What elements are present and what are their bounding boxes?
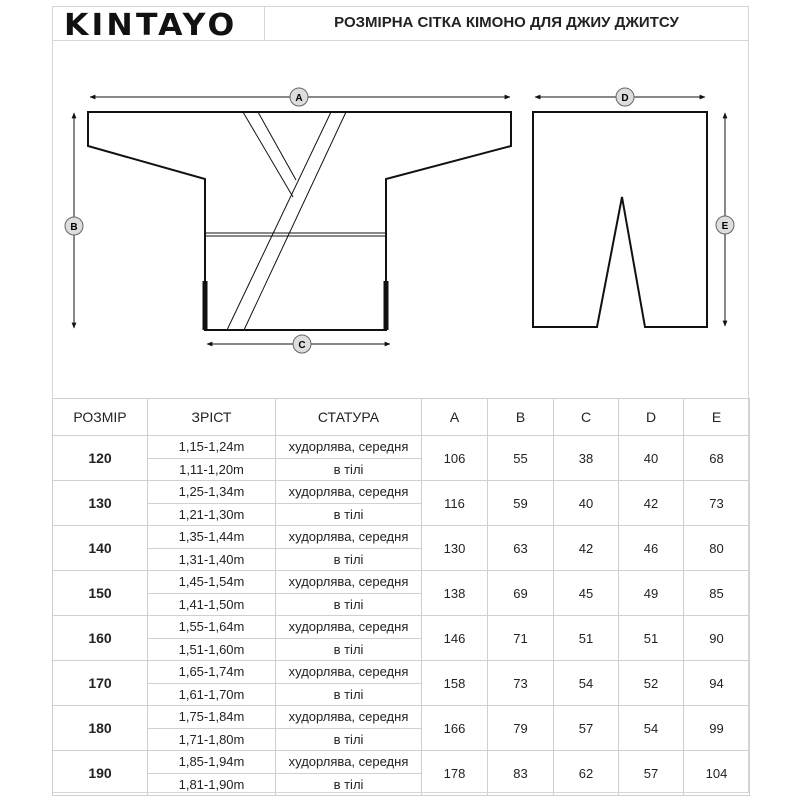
measure-b-cell: 63 bbox=[488, 526, 554, 571]
height-cell: 1,61-1,70m bbox=[148, 683, 276, 706]
table-row bbox=[53, 436, 750, 459]
build-cell: в тілі bbox=[276, 548, 422, 571]
build-cell: в тілі bbox=[276, 683, 422, 706]
label-c: C bbox=[298, 340, 306, 351]
height-cell: 1,55-1,64m bbox=[148, 616, 276, 639]
measure-c-cell: 45 bbox=[554, 571, 619, 616]
height-cell: 1,71-1,80m bbox=[148, 728, 276, 751]
table-row bbox=[53, 661, 750, 684]
size-cell: 150 bbox=[53, 571, 148, 616]
build-cell: худорлява, середня bbox=[276, 751, 422, 774]
build-cell: худорлява, середня bbox=[276, 526, 422, 549]
build-cell: худорлява, середня bbox=[276, 481, 422, 504]
measure-d-cell: 40 bbox=[619, 436, 684, 481]
measure-d-cell: 46 bbox=[619, 526, 684, 571]
measure-d-cell: 42 bbox=[619, 481, 684, 526]
dimension-c bbox=[207, 335, 390, 353]
size-cell: 120 bbox=[53, 436, 148, 481]
height-cell: 1,41-1,50m bbox=[148, 593, 276, 616]
height-cell: 1,45-1,54m bbox=[148, 571, 276, 594]
measure-e-cell: 104 bbox=[684, 751, 750, 796]
measure-d-cell: 49 bbox=[619, 571, 684, 616]
header-d: D bbox=[619, 399, 684, 436]
measure-b-cell: 73 bbox=[488, 661, 554, 706]
build-cell: в тілі bbox=[276, 593, 422, 616]
header-a: A bbox=[422, 399, 488, 436]
size-cell: 130 bbox=[53, 481, 148, 526]
measure-c-cell: 40 bbox=[554, 481, 619, 526]
measure-e-cell: 94 bbox=[684, 661, 750, 706]
dimension-e bbox=[716, 113, 734, 326]
measure-a-cell: 158 bbox=[422, 661, 488, 706]
measure-a-cell: 116 bbox=[422, 481, 488, 526]
size-cell: 160 bbox=[53, 616, 148, 661]
dimension-b bbox=[65, 113, 83, 328]
header-b: B bbox=[488, 399, 554, 436]
build-cell: в тілі bbox=[276, 503, 422, 526]
height-cell: 1,65-1,74m bbox=[148, 661, 276, 684]
measure-e-cell: 68 bbox=[684, 436, 750, 481]
measure-b-cell: 83 bbox=[488, 751, 554, 796]
size-cell: 140 bbox=[53, 526, 148, 571]
build-cell: в тілі bbox=[276, 728, 422, 751]
brand-logo: KINTAYO bbox=[64, 8, 238, 43]
label-d: D bbox=[621, 93, 629, 104]
measure-c-cell: 38 bbox=[554, 436, 619, 481]
measure-d-cell: 51 bbox=[619, 616, 684, 661]
measure-e-cell: 85 bbox=[684, 571, 750, 616]
size-cell: 190 bbox=[53, 751, 148, 796]
table-row bbox=[53, 616, 750, 639]
size-cell: 180 bbox=[53, 706, 148, 751]
header-height: ЗРІСТ bbox=[148, 399, 276, 436]
measure-b-cell: 69 bbox=[488, 571, 554, 616]
height-cell: 1,85-1,94m bbox=[148, 751, 276, 774]
table-row bbox=[53, 751, 750, 774]
build-cell: худорлява, середня bbox=[276, 571, 422, 594]
height-cell: 1,81-1,90m bbox=[148, 773, 276, 796]
height-cell: 1,51-1,60m bbox=[148, 638, 276, 661]
measure-d-cell: 52 bbox=[619, 661, 684, 706]
measure-a-cell: 166 bbox=[422, 706, 488, 751]
build-cell: худорлява, середня bbox=[276, 661, 422, 684]
build-cell: худорлява, середня bbox=[276, 706, 422, 729]
measure-c-cell: 62 bbox=[554, 751, 619, 796]
measure-b-cell: 55 bbox=[488, 436, 554, 481]
build-cell: в тілі bbox=[276, 773, 422, 796]
height-cell: 1,25-1,34m bbox=[148, 481, 276, 504]
label-e: E bbox=[721, 221, 729, 232]
measure-a-cell: 178 bbox=[422, 751, 488, 796]
measure-a-cell: 138 bbox=[422, 571, 488, 616]
measure-e-cell: 99 bbox=[684, 706, 750, 751]
header-c: C bbox=[554, 399, 619, 436]
label-a: A bbox=[295, 93, 303, 104]
table-row bbox=[53, 481, 750, 504]
height-cell: 1,31-1,40m bbox=[148, 548, 276, 571]
height-cell: 1,21-1,30m bbox=[148, 503, 276, 526]
measure-b-cell: 59 bbox=[488, 481, 554, 526]
measure-a-cell: 146 bbox=[422, 616, 488, 661]
header-build: СТАТУРА bbox=[276, 399, 422, 436]
height-cell: 1,75-1,84m bbox=[148, 706, 276, 729]
page-title: РОЗМІРНА СІТКА КІМОНО ДЛЯ ДЖИУ ДЖИТСУ bbox=[334, 14, 679, 31]
build-cell: худорлява, середня bbox=[276, 616, 422, 639]
dimension-d bbox=[535, 88, 705, 106]
build-cell: в тілі bbox=[276, 638, 422, 661]
measure-b-cell: 71 bbox=[488, 616, 554, 661]
measure-a-cell: 106 bbox=[422, 436, 488, 481]
size-cell: 170 bbox=[53, 661, 148, 706]
measure-c-cell: 54 bbox=[554, 661, 619, 706]
jacket-drawing bbox=[88, 112, 511, 330]
measure-a-cell: 130 bbox=[422, 526, 488, 571]
size-table bbox=[52, 398, 750, 796]
header-e: E bbox=[684, 399, 750, 436]
measure-c-cell: 57 bbox=[554, 706, 619, 751]
measure-c-cell: 51 bbox=[554, 616, 619, 661]
measure-d-cell: 54 bbox=[619, 706, 684, 751]
measure-e-cell: 90 bbox=[684, 616, 750, 661]
height-cell: 1,15-1,24m bbox=[148, 436, 276, 459]
measure-e-cell: 80 bbox=[684, 526, 750, 571]
measure-e-cell: 73 bbox=[684, 481, 750, 526]
table-header-row bbox=[53, 399, 750, 436]
pants-drawing bbox=[533, 112, 707, 327]
height-cell: 1,35-1,44m bbox=[148, 526, 276, 549]
table-row bbox=[53, 526, 750, 549]
build-cell: худорлява, середня bbox=[276, 436, 422, 459]
height-cell: 1,11-1,20m bbox=[148, 458, 276, 481]
measure-c-cell: 42 bbox=[554, 526, 619, 571]
measure-d-cell: 57 bbox=[619, 751, 684, 796]
header-size: РОЗМІР bbox=[53, 399, 148, 436]
table-row bbox=[53, 571, 750, 594]
build-cell: в тілі bbox=[276, 458, 422, 481]
dimension-a bbox=[90, 88, 510, 106]
table-row bbox=[53, 706, 750, 729]
measure-b-cell: 79 bbox=[488, 706, 554, 751]
label-b: B bbox=[70, 222, 78, 233]
